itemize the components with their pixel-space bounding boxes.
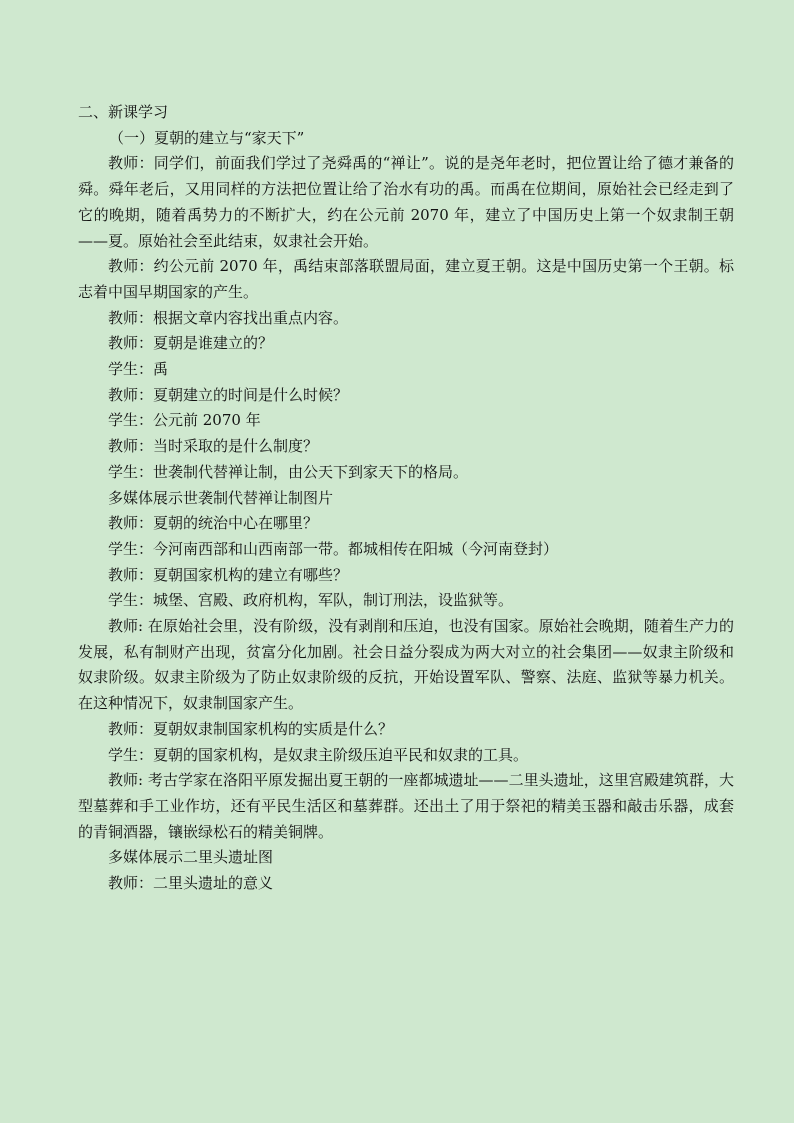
paragraph-9: 学生：世袭制代替禅让制，由公天下到家天下的格局。 [108,462,469,481]
paragraph-1: 教师：同学们，前面我们学过了尧舜禹的“禅让”。说的是尧年老时，把位置让给了德才兼备的舜。舜年老后，又用同样的方法把位置让给了治水有功的禹。而禹在位期间，原始社会已经走到了它的晚期，随着禹势力的不断扩大，约在公元前 2070 年，建立了中国历史上第一个奴隶制王朝——夏。原始社会至此结束，奴隶社会开始。 [78,154,734,250]
section-heading: 二、新课学习 [78,103,169,121]
paragraph-12: 学生：今河南西部和山西南部一带。都城相传在阳城（今河南登封） [108,539,559,558]
paragraph-18: 教师: 考古学家在洛阳平原发掘出夏王朝的一座都城遗址——二里头遗址，这里宫殿建筑群，大型墓葬和手工业作坊，还有平民生活区和墓葬群。还出土了用于祭祀的精美玉器和敲击乐器，成套的青铜酒器，镶嵌绿松石的精美铜牌。 [78,771,734,841]
paragraph-3: 教师：根据文章内容找出重点内容。 [108,308,349,327]
paragraph-15: 教师: 在原始社会里，没有阶级，没有剥削和压迫，也没有国家。原始社会晚期，随着生产力的发展，私有制财产出现，贫富分化加剧。社会日益分裂成为两大对立的社会集团——奴隶主阶级和奴隶阶级。奴隶主阶级为了防止奴隶阶级的反抗，开始设置军队、警察、法庭、监狱等暴力机关。在这种情况下，奴隶制国家产生。 [78,617,734,713]
paragraph-10: 多媒体展示世袭制代替禅让制图片 [108,488,334,507]
paragraph-6: 教师：夏朝建立的时间是什么时候？ [108,385,349,404]
paragraph-11: 教师：夏朝的统治中心在哪里？ [108,514,319,533]
paragraph-19: 多媒体展示二里头遗址图 [108,848,274,867]
paragraph-17: 学生：夏朝的国家机构，是奴隶主阶级压迫平民和奴隶的工具。 [108,745,529,764]
paragraph-8: 教师：当时采取的是什么制度？ [108,437,319,456]
paragraph-7: 学生：公元前 2070 年 [108,411,261,430]
paragraph-5: 学生：禹 [108,360,169,379]
paragraph-16: 教师：夏朝奴隶制国家机构的实质是什么？ [108,719,394,738]
paragraph-4: 教师：夏朝是谁建立的？ [108,334,274,353]
paragraph-13: 教师：夏朝国家机构的建立有哪些？ [108,565,349,584]
subsection-heading: （一）夏朝的建立与“家天下” [109,128,305,147]
paragraph-20: 教师：二里头遗址的意义 [108,874,274,893]
paragraph-2: 教师：约公元前 2070 年，禹结束部落联盟局面，建立夏王朝。这是中国历史第一个王朝。标志着中国早期国家的产生。 [78,257,734,301]
paragraph-14: 学生：城堡、宫殿、政府机构，军队，制订刑法，设监狱等。 [108,591,514,610]
